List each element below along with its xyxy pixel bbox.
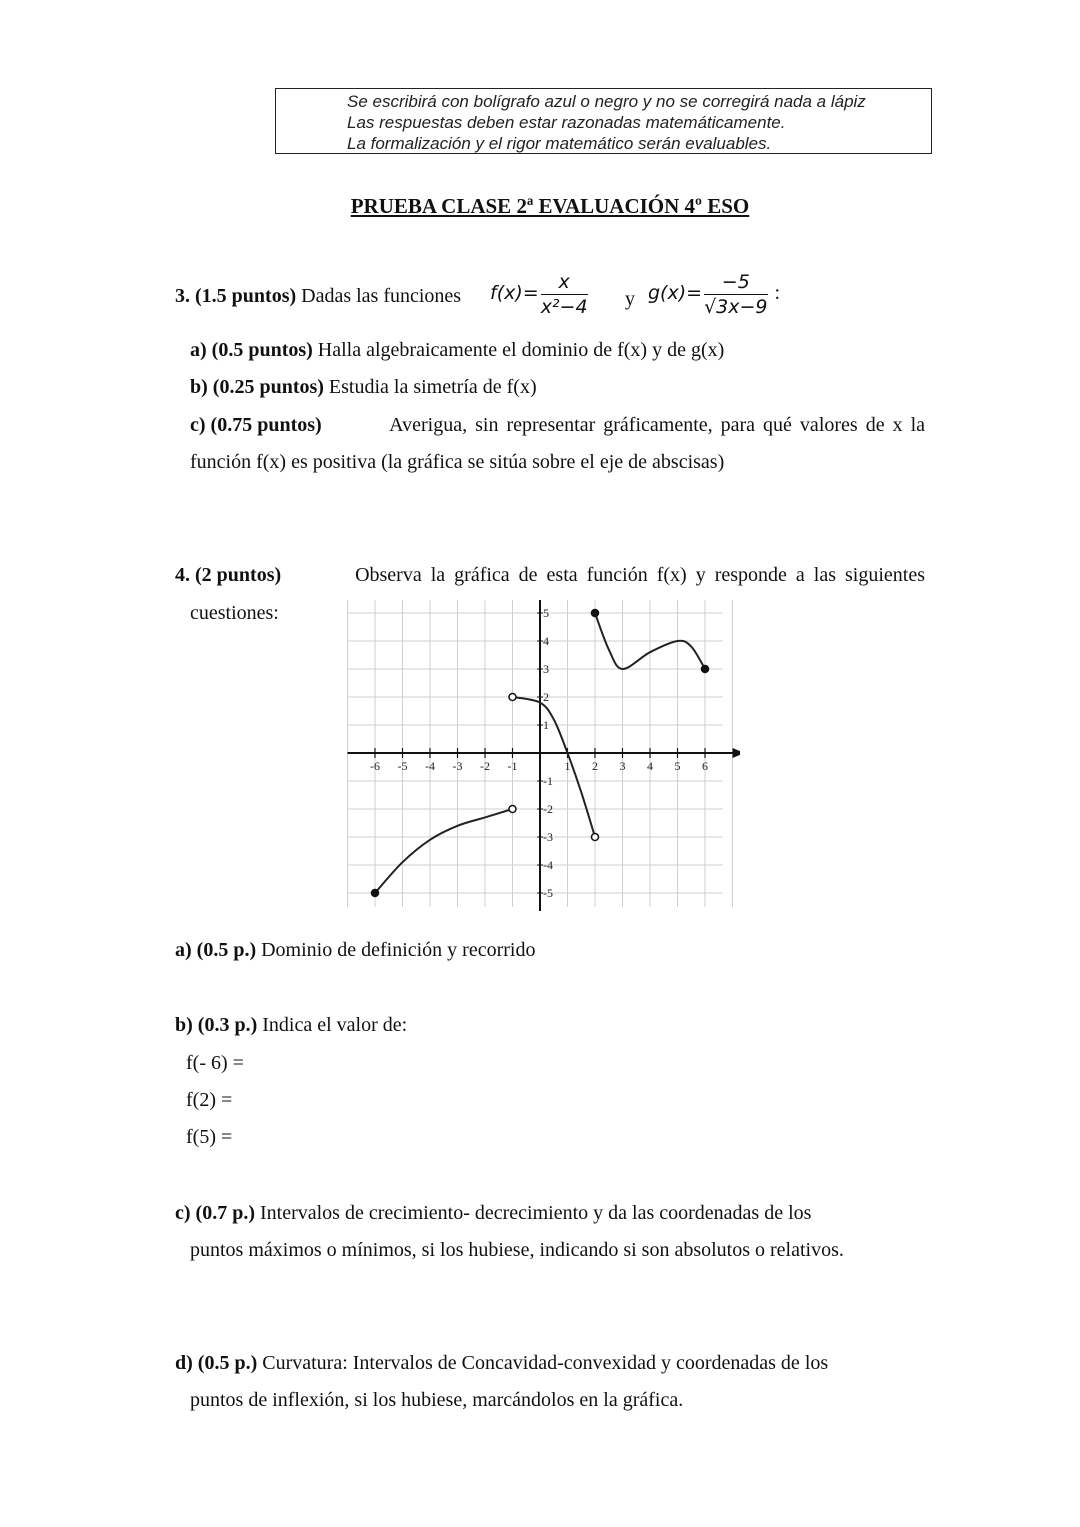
x-tick-label: -4 xyxy=(425,759,435,773)
q4-d-text: Curvatura: Intervalos de Concavidad-convexidad y coordenadas de los xyxy=(262,1352,829,1374)
q4-intro: Observa la gráfica de esta función f(x) y responde a las siguientes xyxy=(355,564,925,586)
f-numerator: x xyxy=(541,270,588,295)
q3-c-label: c) (0.75 puntos) xyxy=(190,414,322,436)
q3-b-label: b) (0.25 puntos) xyxy=(190,376,324,398)
instruction-line: Las respuestas deben estar razonadas matemáticamente. xyxy=(347,113,786,132)
open-endpoint xyxy=(509,806,516,813)
g-numerator: −5 xyxy=(704,270,767,295)
q4-c-label: c) (0.7 p.) xyxy=(175,1202,255,1224)
y-tick-label: 5 xyxy=(543,606,549,620)
q4-b-label: b) (0.3 p.) xyxy=(175,1014,258,1036)
closed-endpoint xyxy=(592,610,599,617)
q4-b xyxy=(175,1013,407,1037)
q4-b-text: Indica el valor de: xyxy=(262,1014,408,1036)
q3-c-text: Averigua, sin representar gráficamente, para qué valores de x la xyxy=(389,414,925,436)
instruction-line: La formalización y el rigor matemático serán evaluables. xyxy=(347,134,772,153)
x-tick-label: 5 xyxy=(674,759,681,773)
q4-a-text: Dominio de definición y recorrido xyxy=(261,939,536,961)
y-tick-label: -1 xyxy=(543,774,553,788)
page-title: PRUEBA CLASE 2ª EVALUACIÓN 4º ESO xyxy=(350,194,750,218)
q4-d-cont: puntos de inflexión, si los hubiese, marcándolos en la gráfica. xyxy=(190,1389,684,1411)
q4-d xyxy=(175,1351,828,1375)
q3-a xyxy=(190,338,724,362)
y-tick-label: 4 xyxy=(543,634,549,648)
q4-statement xyxy=(175,563,925,587)
q4-a xyxy=(175,938,535,962)
y-tick-label: 3 xyxy=(543,662,549,676)
connector-y: y xyxy=(625,288,635,310)
f-lhs: f(x)= xyxy=(490,282,539,305)
y-tick-label: -2 xyxy=(543,802,553,816)
q3-a-text: Halla algebraicamente el dominio de f(x) y de g(x) xyxy=(317,339,725,361)
q3-intro: Dadas las funciones xyxy=(301,285,462,307)
x-tick-label: 6 xyxy=(702,759,708,773)
q3-label: 3. (1.5 puntos) xyxy=(175,285,297,307)
y-tick-label: 2 xyxy=(543,690,549,704)
y-tick-label: -4 xyxy=(543,858,553,872)
q4-d-label: d) (0.5 p.) xyxy=(175,1352,258,1374)
g-formula xyxy=(648,270,780,319)
x-tick-label: -5 xyxy=(397,759,408,773)
q3-b-text: Estudia la simetría de f(x) xyxy=(328,376,537,398)
q4-b-item: f(- 6) = xyxy=(186,1052,244,1074)
q4-c-cont: puntos máximos o mínimos, si los hubiese, indicando si son absolutos o relativos. xyxy=(190,1239,844,1261)
g-lhs: g(x)= xyxy=(648,282,703,305)
q3-statement xyxy=(175,284,461,308)
y-tick-label: -5 xyxy=(543,886,553,900)
function-curve-tramo-1 xyxy=(375,809,513,893)
open-endpoint xyxy=(592,834,599,841)
y-tick-label: 1 xyxy=(543,718,549,732)
x-tick-label: -1 xyxy=(507,759,518,773)
q4-intro-cont: cuestiones: xyxy=(190,602,279,624)
open-endpoint xyxy=(509,694,516,701)
q4-a-label: a) (0.5 p.) xyxy=(175,939,257,961)
q4-c xyxy=(175,1201,811,1225)
q4-c-text: Intervalos de crecimiento- decrecimiento y da las coordenadas de los xyxy=(259,1202,812,1224)
colon: : xyxy=(774,282,781,305)
x-tick-label: 2 xyxy=(592,759,598,773)
q4-b-item: f(5) = xyxy=(186,1126,233,1148)
x-tick-label: -2 xyxy=(480,759,490,773)
function-graph xyxy=(330,600,740,915)
f-formula xyxy=(490,270,590,319)
instructions-box xyxy=(275,88,932,154)
g-denominator: √3x−9 xyxy=(704,296,768,318)
q3-a-label: a) (0.5 puntos) xyxy=(190,339,313,361)
y-tick-label: -3 xyxy=(543,830,553,844)
x-tick-label: 4 xyxy=(647,759,653,773)
closed-endpoint xyxy=(702,666,709,673)
closed-endpoint xyxy=(372,890,379,897)
x-tick-label: 3 xyxy=(619,759,626,773)
x-tick-label: -6 xyxy=(370,759,380,773)
q3-c-cont: función f(x) es positiva (la gráfica se sitúa sobre el eje de abscisas) xyxy=(190,451,725,473)
q3-b xyxy=(190,375,537,399)
q3-c xyxy=(190,413,925,437)
q4-label: 4. (2 puntos) xyxy=(175,564,282,586)
function-curve-tramo-2 xyxy=(513,697,596,837)
q4-b-item: f(2) = xyxy=(186,1089,233,1111)
f-denominator: x²−4 xyxy=(540,296,588,318)
x-tick-label: 1 xyxy=(564,759,571,773)
x-axis-arrow xyxy=(733,748,741,758)
x-tick-label: -3 xyxy=(452,759,463,773)
instruction-line: Se escribirá con bolígrafo azul o negro y no se corregirá nada a lápiz xyxy=(347,92,866,111)
